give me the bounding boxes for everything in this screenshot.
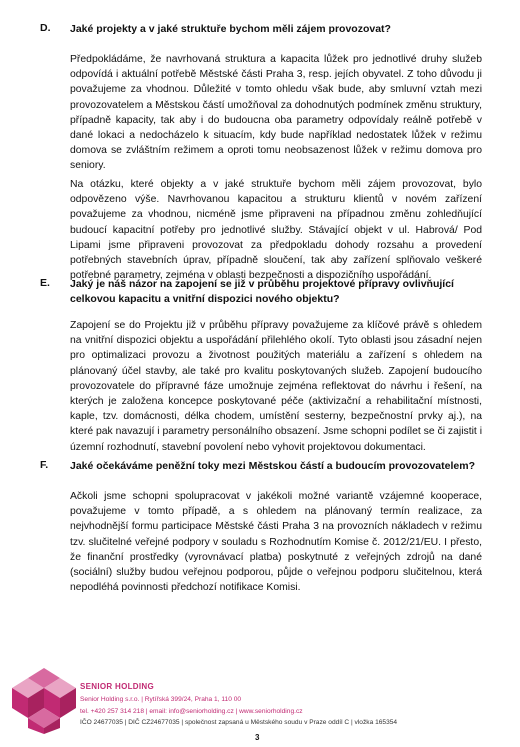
footer-address: Senior Holding s.r.o. | Rytířská 399/24, Praha 1, 110 00	[80, 696, 242, 703]
page-footer	[0, 658, 520, 747]
section-letter: F.	[40, 459, 49, 471]
page-number: 3	[255, 733, 260, 742]
section-letter: E.	[40, 277, 50, 289]
section-letter: D.	[40, 22, 51, 34]
section-question: Jaké projekty a v jaké struktuře bychom měli zájem provozovat?	[70, 23, 391, 35]
senior-holding-logo	[12, 658, 78, 734]
section-paragraph: Na otázku, které objekty a v jaké struktuře bychom měli zájem provozovat, bylo odpovězeno výše. Navrhovanou kapacitou a strukturu klientů v novém zařízení považujeme za vhodnou, nicméně jsme připraveni na případnou změnu zohledňující budoucí kapacitní potřeby pro jednotlivé služby. Stávající objekt v ul. Habrová/ Pod Lipami jsme připraveni provozovat za předpokladu dohody rozsahu a provedení potřebných stavebních úprav, případně sloučení, tak aby zařízení splňovalo veškeré potřebné parametry, zejména v oblasti bezpečnosti a dispozičního uspořádání.	[70, 179, 482, 282]
section-question: Jaký je náš názor na zapojení se již v průběhu projektové přípravy ovlivňující celkovou kapacitu a vnitřní dispozici nového objektu?	[70, 278, 454, 305]
section-paragraph: Předpokládáme, že navrhovaná struktura a kapacita lůžek pro jednotlivé druhy služeb odpovídá i aktuální potřebě Městské části Praha 3, resp. jejích obyvatel. Z toho důvodu ji považujeme za vhodnou. Důležité v tomto ohledu však bude, aby smluvní vztah mezi provozovatelem a Městskou částí umožňoval za dohodnutých podmínek změnu struktury, případně kapacity, tak aby i do budoucna oba parametry odpovídaly reálně potřebě v dané lokaci a nedocházelo k situacím, kdy bude například nedostatek lůžek v režimu domova se zvláštním režimem a oproti tomu neobsazenost lůžek v režimu domova pro seniory.	[70, 54, 482, 172]
section-paragraph: Zapojení se do Projektu již v průběhu přípravy považujeme za klíčové právě s ohledem na vnitřní dispozici objektu a uspořádání přilehlého okolí. Tyto oblasti jsou zásadní nejen pro optimalizaci provozu a životnost použitých materiálu a zařízení s ohledem na plánovaný účel stavby, ale také pro kvalitu poskytovaných služeb. Zapojení budoucího provozovatele do přípravné fáze umožnuje zejména reflektovat do návrhu i řešení, na kterých je založena koncepce poskytované péče (aktivizační a rehabilitační místnosti, kaple, tzv. domácnosti, délka chodem, umístění sesterny, bezpečnostní prvky aj.), na které pak navazují i parametry personálního obsazení. Jsme schopni podílet se či zajistit i územní rozhodnutí, stavební povolení nebo vyhovit projektovou dokumentaci.	[70, 320, 482, 453]
footer-brand: SENIOR HOLDING	[80, 682, 154, 691]
section-paragraph: Ačkoli jsme schopni spolupracovat v jakékoli možné variantě vzájemné kooperace, považujeme v tomto případě, a s ohledem na plánovaný termín realizace, za nejvhodnější formu participace Městské části Praha 3 na provozních nákladech v režimu tzv. slučitelné veřejné podpory v souladu s Rozhodnutím Komise č. 2012/21/EU. I přesto, že finanční prostředky (vyrovnávací platba) poskytnuté z veřejných zdrojů na dané (sociální) služby budou veřejnou podporou, půjde o veřejnou podporu slučitelnou, která nepodléhá povinnosti předchozí notifikace Komisi.	[70, 491, 482, 594]
section-question: Jaké očekáváme peněžní toky mezi Městskou částí a budoucím provozovatelem?	[70, 460, 475, 472]
footer-contact: tel. +420 257 314 218 | email: info@seniorholding.cz | www.seniorholding.cz	[80, 708, 303, 715]
footer-registration: IČO 24677035 | DIČ CZ24677035 | společnost zapsaná u Městského soudu v Praze oddíl C | vložka 165354	[80, 719, 398, 726]
